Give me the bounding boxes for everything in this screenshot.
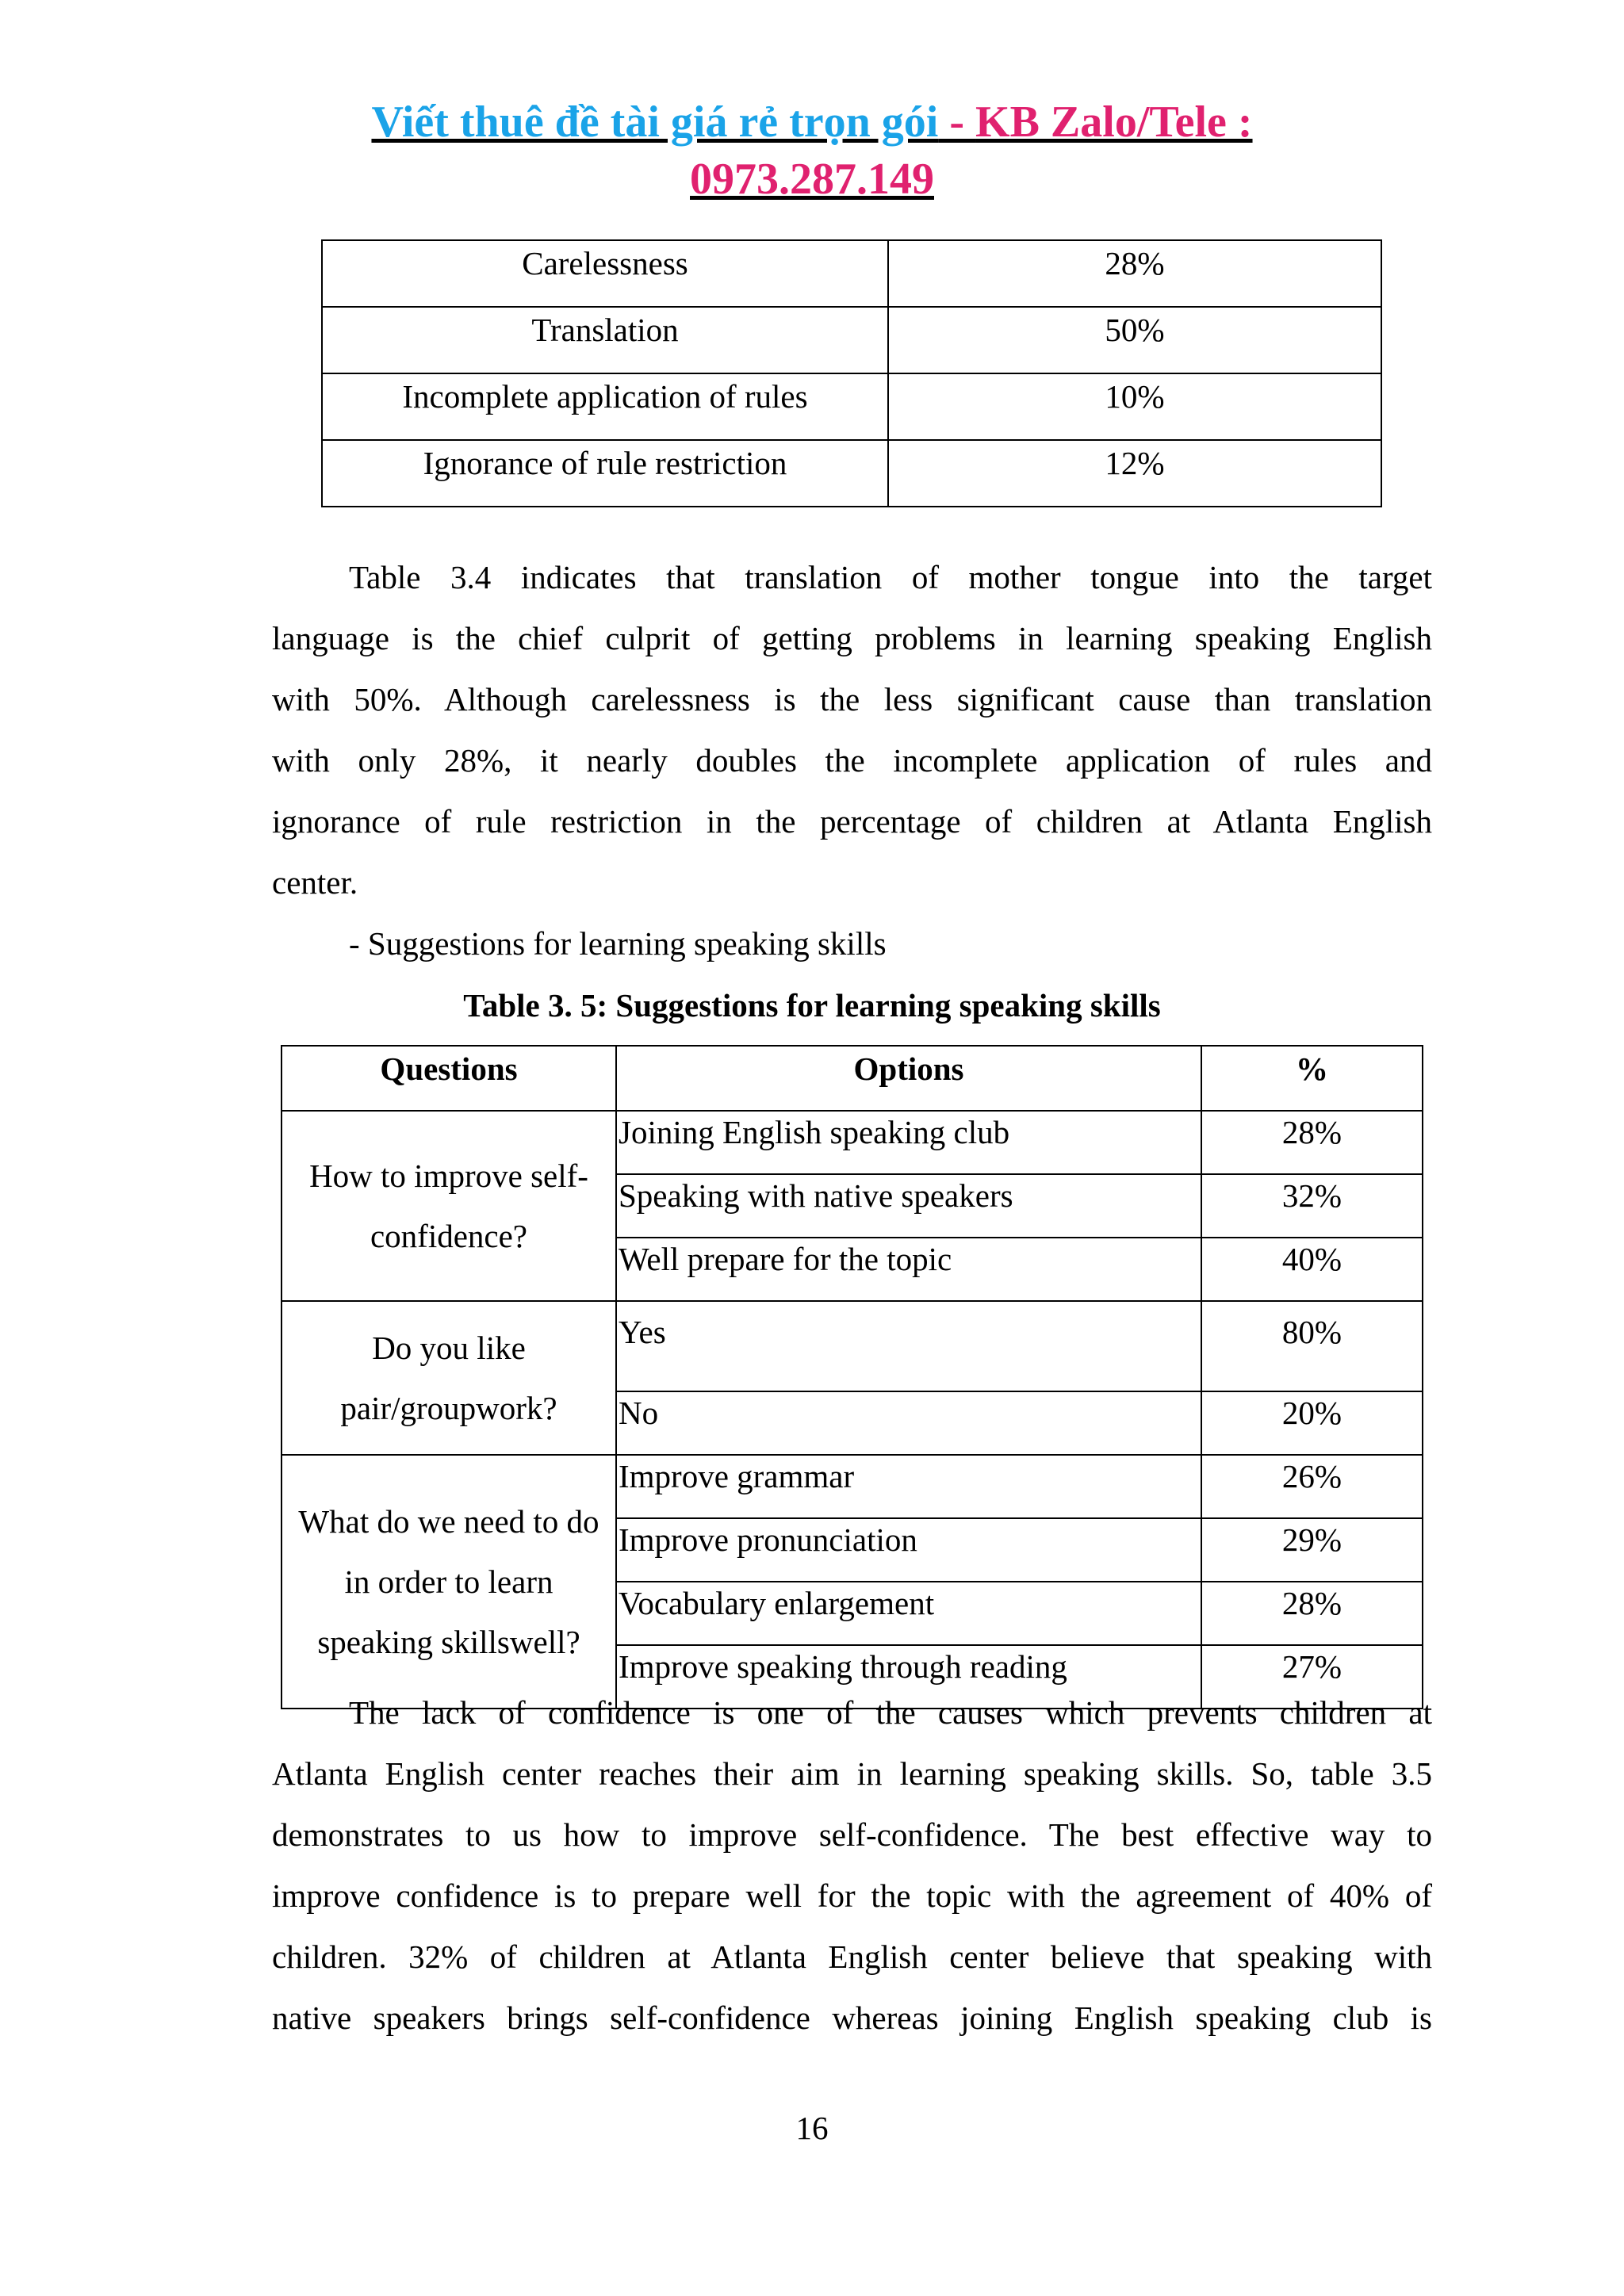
table-row <box>282 1455 1423 1518</box>
paragraph-line: Atlanta English center reaches their aim in learning speaking skills. So, table 3.5 <box>272 1755 1432 1792</box>
table-row <box>282 1301 1423 1391</box>
table-row <box>322 440 1381 507</box>
option-cell: Well prepare for the topic <box>616 1238 1201 1301</box>
option-cell: Speaking with native speakers <box>616 1174 1201 1238</box>
percent-cell: 28% <box>1201 1111 1423 1174</box>
header-options: Options <box>616 1046 1201 1111</box>
option-cell: Improve pronunciation <box>616 1518 1201 1582</box>
header-line-1 <box>0 94 1624 151</box>
percent-cell: 50% <box>888 307 1381 373</box>
cause-cell: Incomplete application of rules <box>322 373 888 440</box>
header-contact[interactable]: KB Zalo/Tele : <box>975 98 1253 147</box>
cause-cell: Carelessness <box>322 240 888 307</box>
paragraph-line: children. 32% of children at Atlanta English center believe that speaking with <box>272 1938 1432 1975</box>
percent-cell: 27% <box>1201 1645 1423 1709</box>
header-line-2 <box>0 151 1624 208</box>
table-row <box>322 373 1381 440</box>
paragraph-table-3-5-analysis <box>272 1682 1432 2049</box>
option-cell: Improve grammar <box>616 1455 1201 1518</box>
cause-cell: Translation <box>322 307 888 373</box>
header-separator: - <box>938 98 976 147</box>
table-row <box>322 307 1381 373</box>
percent-cell: 28% <box>1201 1582 1423 1645</box>
question-cell <box>282 1111 616 1301</box>
percent-cell: 28% <box>888 240 1381 307</box>
header-phone[interactable]: 0973.287.149 <box>690 155 934 204</box>
paragraph-line: ignorance of rule restriction in the percentage of children at Atlanta English <box>272 803 1432 840</box>
percent-cell: 26% <box>1201 1455 1423 1518</box>
option-cell: Vocabulary enlargement <box>616 1582 1201 1645</box>
header-questions: Questions <box>282 1046 616 1111</box>
paragraph-line: native speakers brings self-confidence whereas joining English speaking club is <box>272 1999 1432 2036</box>
option-cell: Joining English speaking club <box>616 1111 1201 1174</box>
paragraph-line: with 50%. Although carelessness is the less significant cause than translation <box>272 681 1432 718</box>
paragraph-line: demonstrates to us how to improve self-confidence. The best effective way to <box>272 1816 1432 1853</box>
question-cell <box>282 1455 616 1709</box>
table-3-5-caption: Table 3. 5: Suggestions for learning speaking skills <box>463 987 1161 1024</box>
question-line: How to improve self- <box>309 1158 588 1194</box>
question-line: pair/groupwork? <box>340 1390 557 1426</box>
question-line: speaking skillswell? <box>317 1624 580 1660</box>
bullet-suggestions: - Suggestions for learning speaking skills <box>349 925 887 962</box>
percent-cell: 80% <box>1201 1301 1423 1391</box>
table-row <box>282 1111 1423 1174</box>
page-number: 16 <box>795 2110 829 2146</box>
question-cell <box>282 1301 616 1455</box>
percent-cell: 20% <box>1201 1391 1423 1455</box>
paragraph-line: The lack of confidence is one of the causes which prevents children at <box>349 1694 1432 1731</box>
question-line: Do you like <box>372 1330 526 1366</box>
percent-cell: 10% <box>888 373 1381 440</box>
table-3-4 <box>321 239 1382 507</box>
option-cell: Improve speaking through reading <box>616 1645 1201 1709</box>
option-cell: No <box>616 1391 1201 1455</box>
paragraph-line: center. <box>272 864 358 901</box>
table-header-row <box>282 1046 1423 1111</box>
paragraph-line: improve confidence is to prepare well for the topic with the agreement of 40% of <box>272 1877 1432 1914</box>
question-line: in order to learn <box>344 1563 553 1600</box>
cause-cell: Ignorance of rule restriction <box>322 440 888 507</box>
question-line: What do we need to do <box>298 1503 599 1540</box>
header-link[interactable]: Viết thuê đề tài giá rẻ trọn gói <box>371 98 939 147</box>
percent-cell: 29% <box>1201 1518 1423 1582</box>
header-percent: % <box>1201 1046 1423 1111</box>
percent-cell: 12% <box>888 440 1381 507</box>
option-cell: Yes <box>616 1301 1201 1391</box>
paragraph-table-3-4-analysis <box>272 547 1432 913</box>
paragraph-line: language is the chief culprit of getting problems in learning speaking English <box>272 620 1432 656</box>
paragraph-line: Table 3.4 indicates that translation of mother tongue into the target <box>349 559 1432 595</box>
paragraph-line: with only 28%, it nearly doubles the incomplete application of rules and <box>272 742 1432 779</box>
percent-cell: 32% <box>1201 1174 1423 1238</box>
table-row <box>322 240 1381 307</box>
percent-cell: 40% <box>1201 1238 1423 1301</box>
question-line: confidence? <box>370 1218 528 1254</box>
table-3-5 <box>281 1045 1423 1709</box>
